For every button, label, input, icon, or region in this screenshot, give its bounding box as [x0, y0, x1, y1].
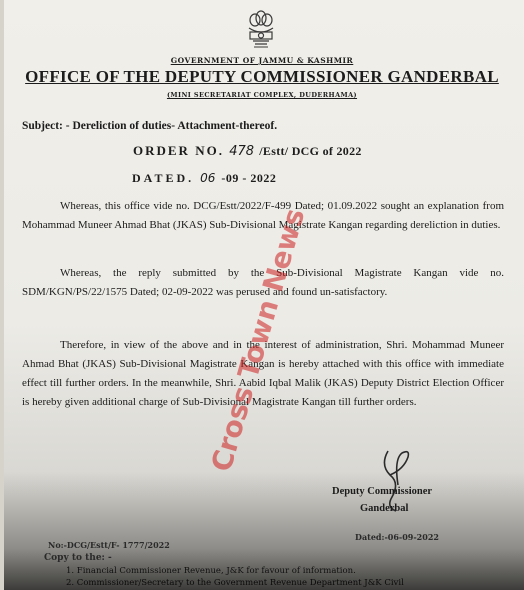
copy-to-label: Copy to the: -: [44, 553, 112, 563]
signatory-place: Ganderbal: [360, 503, 409, 514]
order-number-line: [133, 143, 362, 159]
paragraph-reply: Whereas, the reply submitted by the Sub-Divisional Magistrate Kangan vide no. SDM/KGN/PS/22/1575 Dated; 02-09-2022 was perused and found un-satisfactory.: [22, 267, 504, 298]
order-suffix: /Estt/ DCG of 2022: [259, 144, 362, 158]
dated-day-handwritten: 06: [200, 171, 216, 185]
footer-date: Dated:-06-09-2022: [355, 532, 439, 542]
government-heading: GOVERNMENT OF JAMMU & KASHMIR: [170, 56, 354, 65]
dated-suffix: -09 - 2022: [221, 171, 277, 185]
paragraph-explanation: Whereas, this office vide no. DCG/Estt/2022/F-499 Dated; 01.09.2022 sought an explanation from Mohammad Muneer Ahmad Bhat (JKAS) Sub-Divisional Magistrate Kangan regarding dereliction in duties.: [22, 200, 504, 231]
subject-line: Subject: - Dereliction of duties- Attachment-thereof.: [22, 120, 278, 132]
copy-item: 2. Commissioner/Secretary to the Government Revenue Department J&K Civil: [66, 578, 404, 588]
copy-item: 1. Financial Commissioner Revenue, J&K for favour of information.: [66, 566, 356, 576]
order-number-handwritten: 478: [229, 144, 255, 159]
state-emblem-icon: [241, 6, 281, 54]
office-address: (MINI SECRETARIAT COMPLEX, DUDERHAMA): [166, 91, 358, 99]
signatory-title: Deputy Commissioner: [332, 486, 433, 497]
paragraph-order: Therefore, in view of the above and in the interest of administration, Shri. Mohammad Muneer Ahmad Bhat (JKAS) Sub-Divisional Magistrate Kangan is hereby attached with this office with immediate effect till further orders. In the meanwhile, Shri. Aabid Iqbal Malik (JKAS) Deputy District Election Officer is hereby given additional charge of Sub-Divisional Magistrate Kangan till further orders.: [22, 339, 504, 408]
watermark: Cross Town News: [204, 204, 312, 476]
office-title: OFFICE OF THE DEPUTY COMMISSIONER GANDERBAL: [25, 67, 499, 86]
order-label: ORDER NO.: [133, 143, 224, 158]
dated-line: [132, 171, 276, 186]
page-edge: [0, 0, 4, 590]
reference-number: No:-DCG/Estt/F- 1777/2022: [48, 540, 170, 550]
dated-label: DATED.: [132, 171, 195, 185]
